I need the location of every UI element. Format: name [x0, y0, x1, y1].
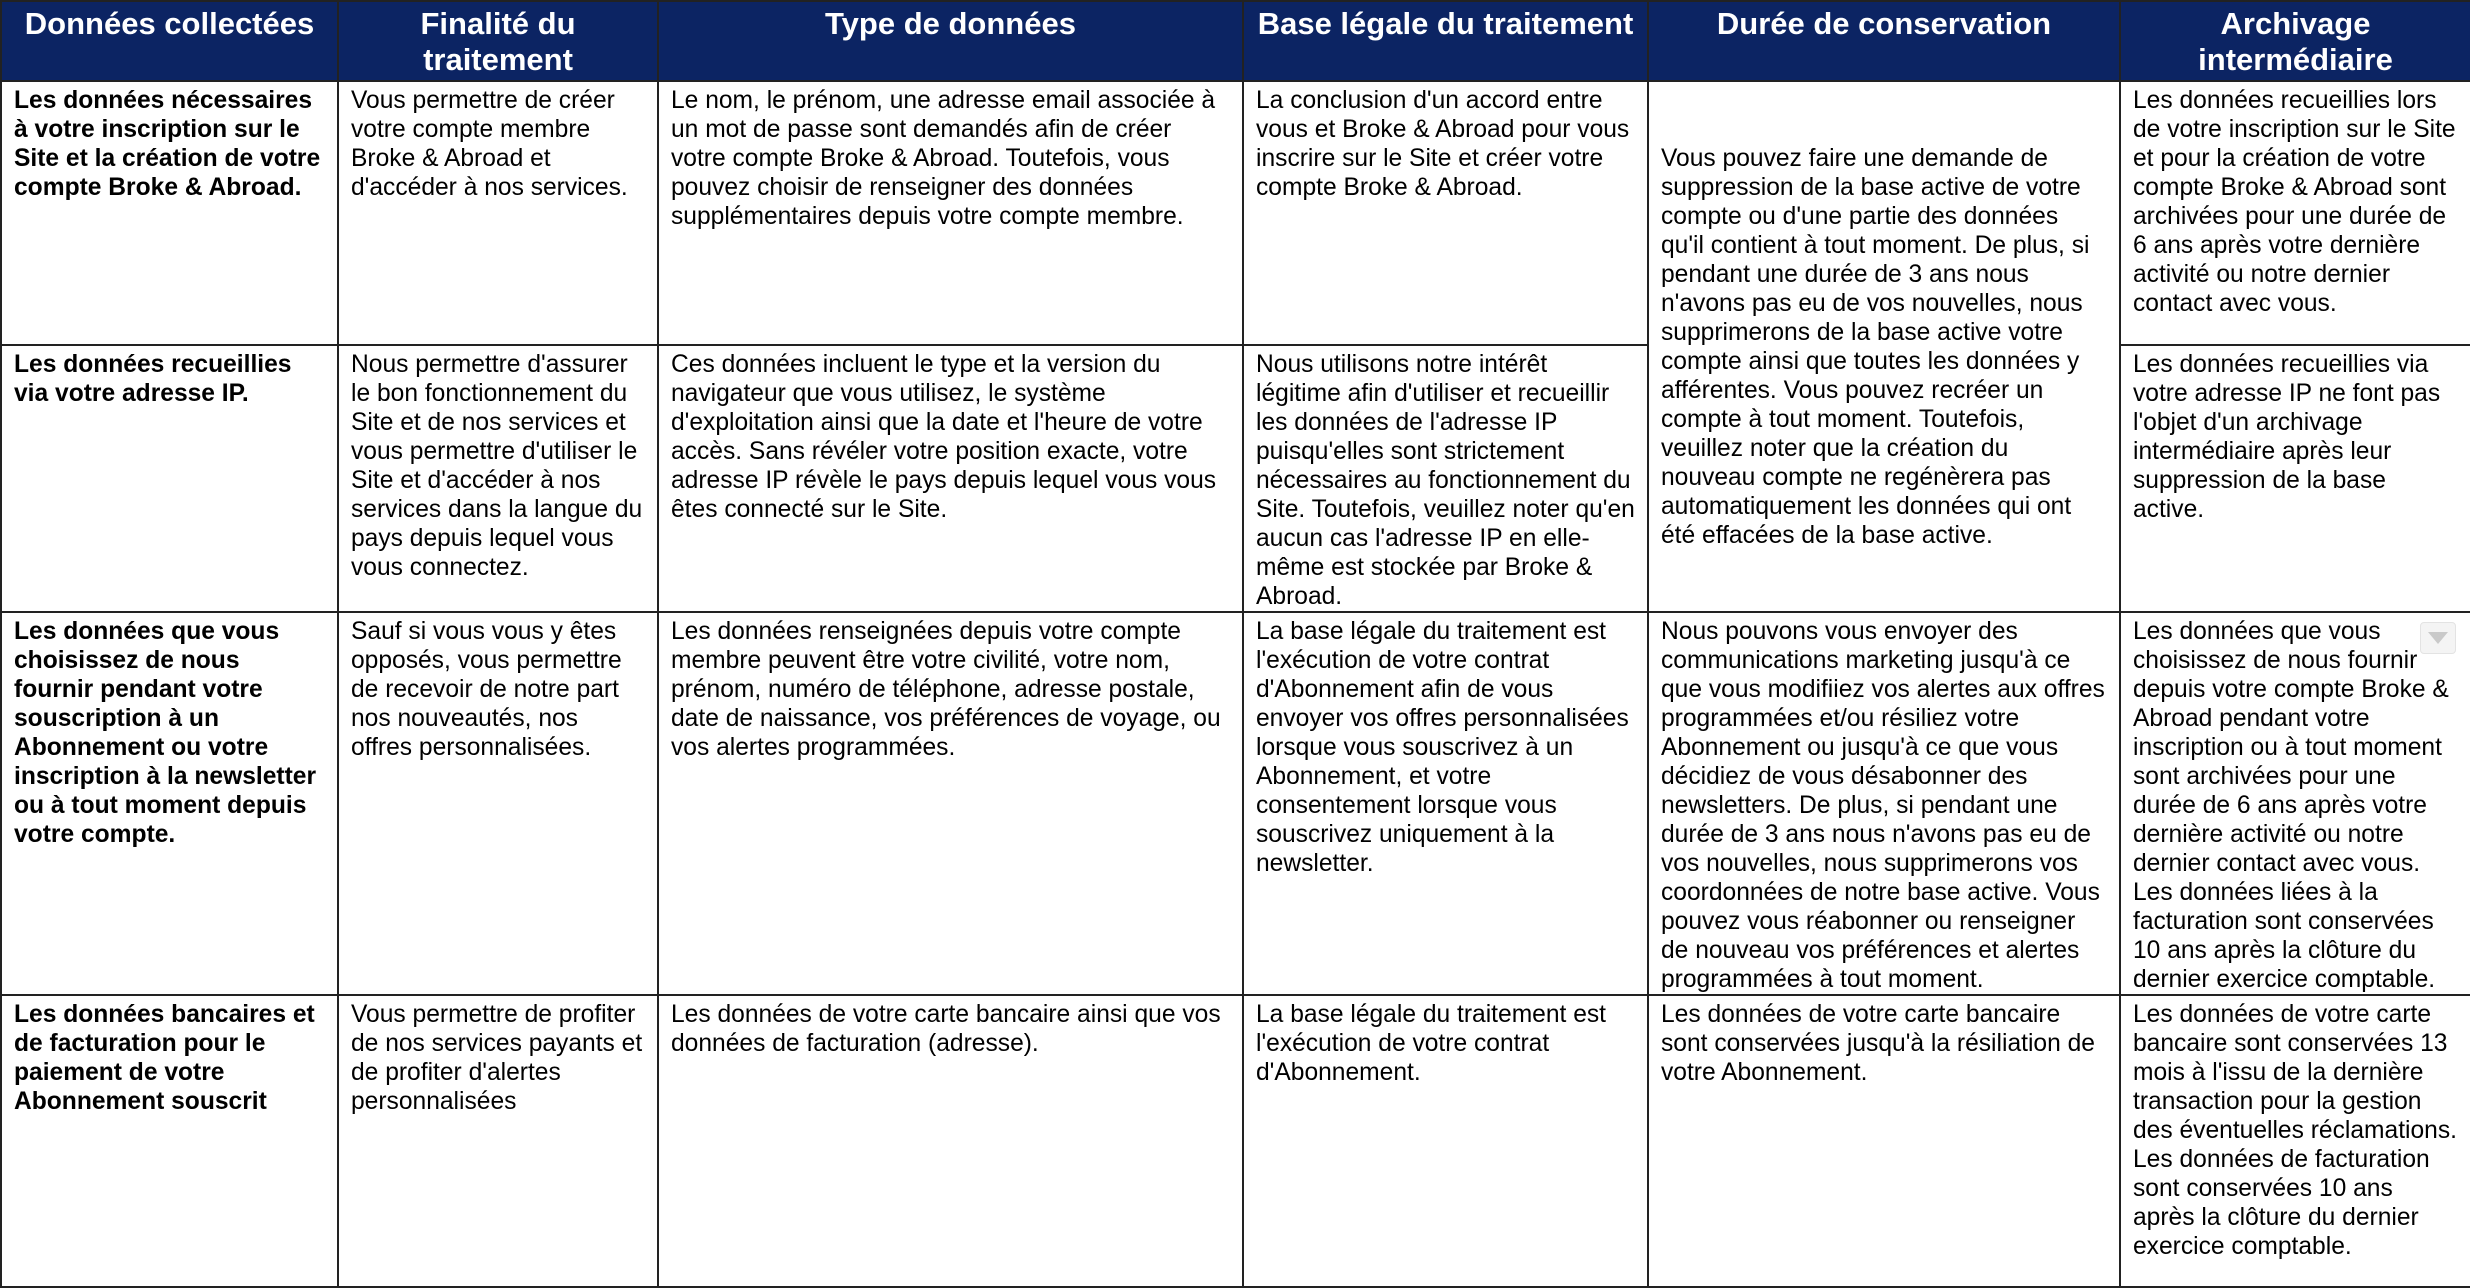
cell-legal-basis [1243, 345, 1648, 612]
cell-data-type [658, 81, 1243, 345]
cell-collected [1, 612, 338, 995]
cell-text: Nous permettre d'assurer le bon fonctionnement du Site et de nos services et vous permettre d'utiliser le Site et d'accéder à nos services dans la langue du pays depuis lequel vous vous connectez. [351, 351, 643, 581]
cell-purpose [338, 81, 658, 345]
cell-text: Les données bancaires et de facturation pour le paiement de votre Abonnement souscrit [14, 1001, 315, 1115]
cell-text: Les données nécessaires à votre inscription sur le Site et la création de votre compte Broke & Abroad. [14, 87, 321, 201]
cell-text: Les données de votre carte bancaire ainsi que vos données de facturation (adresse). [671, 1001, 1221, 1057]
header-archivage: Archivage intermédiaire [2120, 1, 2470, 81]
table-row [1, 612, 2470, 995]
cell-data-type [658, 345, 1243, 612]
header-finalite: Finalité du traitement [338, 1, 658, 81]
table-row [1, 995, 2470, 1287]
cell-text: Ces données incluent le type et la version du navigateur que vous utilisez, le système d'exploitation ainsi que la date et l'heure de votre accès. Sans révéler votre position exacte, votre adresse IP révèle le pays depuis lequel vous vous êtes connecté sur le Site. [671, 351, 1217, 523]
cell-archiving [2120, 995, 2470, 1287]
cell-text: La base légale du traitement est l'exécution de votre contrat d'Abonnement afin de vous envoyer vos offres personnalisées lorsque vous souscrivez à un Abonnement, et votre consentement lorsque vous souscrivez uniquement à la newsletter. [1256, 618, 1629, 877]
cell-text: Vous permettre de créer votre compte membre Broke & Abroad et d'accéder à nos services. [351, 87, 628, 201]
chevron-down-icon [2428, 632, 2448, 644]
cell-text: Les données renseignées depuis votre compte membre peuvent être votre civilité, votre nom, prénom, numéro de téléphone, adresse postale, date de naissance, vos préférences de voyage, ou vos alertes programmées. [671, 618, 1221, 761]
cell-text: Les données recueillies lors de votre inscription sur le Site et pour la création de votre compte Broke & Abroad sont archivées pour une durée de 6 ans après votre dernière activité ou notre dernier contact avec vous. [2133, 87, 2456, 317]
cell-text: Les données que vous choisissez de nous fournir pendant votre souscription à un Abonnement ou votre inscription à la newsletter ou à tout moment depuis votre compte. [14, 618, 317, 848]
cell-text: Vous pouvez faire une demande de suppression de la base active de votre compte ou d'une partie des données qu'il contient à tout moment. De plus, si pendant une durée de 3 ans nous n'avons pas eu de vos nouvelles, nous supprimerons de la base active votre compte ainsi que toutes les données y afférentes. Vous pouvez recréer un compte à tout moment. Toutefois, veuillez noter que la création du nouveau compte ne regénèrera pas automatiquement les données qui ont été effacées de la base active. [1661, 144, 2090, 549]
header-type-donnees: Type de données [658, 1, 1243, 81]
cell-text: Les données recueillies via votre adresse IP. [14, 351, 292, 407]
cell-retention [1648, 995, 2120, 1287]
cell-text: Les données de votre carte bancaire sont conservées jusqu'à la résiliation de votre Abonnement. [1661, 1001, 2095, 1086]
cell-collected [1, 995, 338, 1287]
cell-text: La conclusion d'un accord entre vous et Broke & Abroad pour vous inscrire sur le Site et créer votre compte Broke & Abroad. [1256, 87, 1630, 201]
cell-text: Nous pouvons vous envoyer des communications marketing jusqu'à ce que vous modifiiez vos alertes aux offres programmées et/ou résiliez votre Abonnement ou jusqu'à ce que vous décidiez de vous désabonner des newsletters. De plus, si pendant une durée de 3 ans nous n'avons pas eu de vos nouvelles, nous supprimerons vos coordonnées de notre base active. Vous pouvez vous réabonner ou renseigner de nouveau vos préférences et alertes programmées à tout moment. [1661, 618, 2105, 993]
cell-legal-basis [1243, 995, 1648, 1287]
cell-retention-merged [1648, 81, 2120, 612]
header-base-legale: Base légale du traitement [1243, 1, 1648, 81]
cell-text: Le nom, le prénom, une adresse email associée à un mot de passe sont demandés afin de créer votre compte Broke & Abroad. Toutefois, vous pouvez choisir de renseigner des données supplémentaires depuis votre compte membre. [671, 87, 1216, 230]
cell-text: Vous permettre de profiter de nos services payants et de profiter d'alertes personnalisées [351, 1001, 643, 1115]
cell-purpose [338, 995, 658, 1287]
cell-data-type [658, 612, 1243, 995]
cell-archiving [2120, 345, 2470, 612]
table-header-row [1, 1, 2470, 81]
table-row [1, 81, 2470, 345]
cell-retention [1648, 612, 2120, 995]
cell-text: Les données de votre carte bancaire sont conservées 13 mois à l'issu de la dernière transaction pour la gestion des éventuelles réclamations. Les données de facturation sont conservées 10 ans après la clôture du dernier exercice comptable. [2133, 1001, 2457, 1260]
cell-dropdown-button[interactable] [2420, 622, 2456, 654]
cell-legal-basis [1243, 81, 1648, 345]
cell-data-type [658, 995, 1243, 1287]
cell-collected [1, 345, 338, 612]
header-donnees-collectees: Données collectées [1, 1, 338, 81]
cell-purpose [338, 345, 658, 612]
cell-archiving [2120, 81, 2470, 345]
cell-archiving [2120, 612, 2470, 995]
cell-collected [1, 81, 338, 345]
cell-text: La base légale du traitement est l'exécution de votre contrat d'Abonnement. [1256, 1001, 1607, 1086]
cell-purpose [338, 612, 658, 995]
cell-text: Sauf si vous vous y êtes opposés, vous permettre de recevoir de notre part nos nouveautés, nos offres personnalisées. [351, 618, 622, 761]
header-duree-conservation: Durée de conservation [1648, 1, 2120, 81]
cell-text: Nous utilisons notre intérêt légitime afin d'utiliser et recueillir les données de l'adresse IP puisqu'elles sont strictement nécessaires au fonctionnement du Site. Toutefois, veuillez noter qu'en aucun cas l'adresse IP en elle-même est stockée par Broke & Abroad. [1256, 351, 1635, 610]
cell-legal-basis [1243, 612, 1648, 995]
cell-text: Les données que vous choisissez de nous fournir depuis votre compte Broke & Abroad pendant votre inscription ou à tout moment sont archivées pour une durée de 6 ans après votre dernière activité ou notre dernier contact avec vous. Les données liées à la facturation sont conservées 10 ans après la clôture du dernier exercice comptable. [2133, 618, 2449, 993]
cell-text: Les données recueillies via votre adresse IP ne font pas l'objet d'un archivage intermédiaire après leur suppression de la base active. [2133, 351, 2441, 523]
